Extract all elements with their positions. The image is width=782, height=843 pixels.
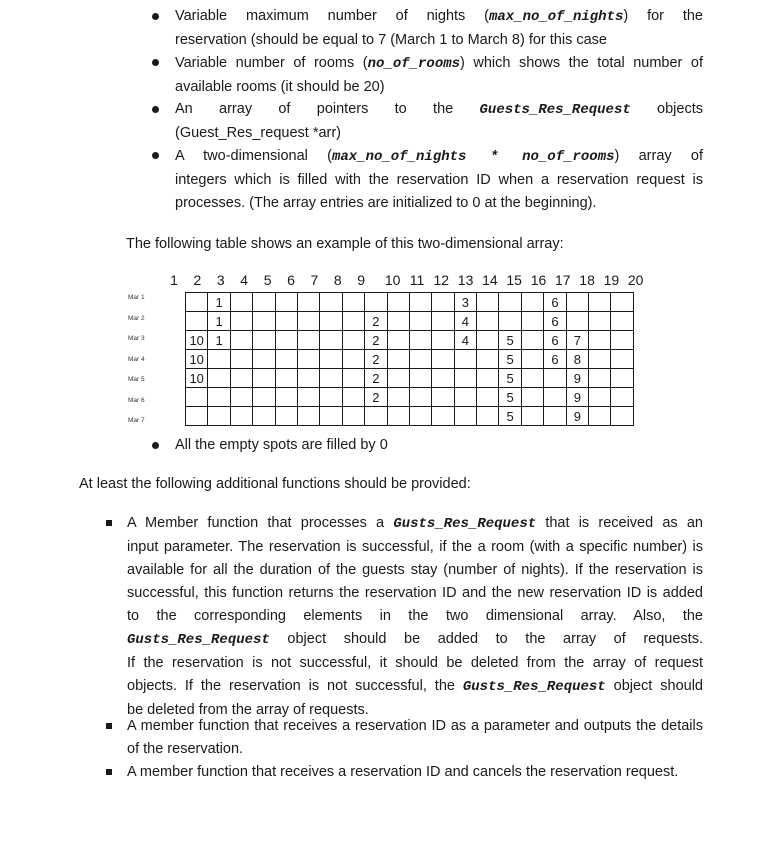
empty-note: All the empty spots are filled by 0 bbox=[175, 437, 388, 453]
table-cell bbox=[387, 388, 409, 407]
text-line: A member function that receives a reservation ID as a parameter and outputs the details bbox=[127, 718, 703, 734]
table-cell bbox=[521, 293, 543, 312]
bullet-square bbox=[106, 723, 112, 729]
table-cell bbox=[387, 369, 409, 388]
table-cell: 2 bbox=[365, 350, 387, 369]
table-row bbox=[186, 293, 634, 312]
top-bullet-0 bbox=[175, 5, 703, 52]
table-cell bbox=[611, 369, 633, 388]
table-cell bbox=[409, 312, 431, 331]
table-cell: 6 bbox=[544, 312, 566, 331]
table-cell bbox=[521, 350, 543, 369]
table-cell bbox=[611, 312, 633, 331]
table-cell: 10 bbox=[186, 369, 208, 388]
table-cell bbox=[208, 388, 230, 407]
table-cell bbox=[544, 407, 566, 426]
table-cell: 9 bbox=[566, 369, 588, 388]
bullet-dot bbox=[152, 13, 159, 20]
code-identifier: Guests_Res_Request bbox=[479, 102, 631, 118]
table-cell bbox=[454, 369, 476, 388]
table-row bbox=[186, 388, 634, 407]
table-cell bbox=[611, 293, 633, 312]
table-cell bbox=[521, 312, 543, 331]
table-cell: 1 bbox=[208, 312, 230, 331]
bullet-dot bbox=[152, 442, 159, 449]
text-line: integers which is filled with the reservation ID when a reservation request is bbox=[175, 172, 703, 188]
table-cell bbox=[365, 407, 387, 426]
table-cell bbox=[208, 407, 230, 426]
text-line: Variable maximum number of nights (max_no_of_nights) for the bbox=[175, 8, 703, 25]
column-header: 10 bbox=[384, 272, 401, 288]
text-line: A two-dimensional (max_no_of_nights * no_of_rooms) array of bbox=[175, 148, 703, 165]
text-line: objects. If the reservation is not successful, the Gusts_Res_Request object should bbox=[127, 678, 703, 695]
code-identifier: max_no_of_nights bbox=[488, 9, 624, 25]
table-cell bbox=[589, 293, 611, 312]
table-cell: 9 bbox=[566, 388, 588, 407]
table-cell: 2 bbox=[365, 388, 387, 407]
table-cell bbox=[409, 388, 431, 407]
table-cell bbox=[320, 388, 342, 407]
text-line: be deleted from the array of requests. bbox=[127, 702, 369, 718]
table-cell bbox=[611, 350, 633, 369]
table-cell bbox=[611, 331, 633, 350]
table-cell bbox=[454, 388, 476, 407]
table-cell bbox=[499, 293, 521, 312]
column-header: 16 bbox=[530, 272, 547, 288]
table-cell bbox=[611, 388, 633, 407]
table-cell bbox=[589, 369, 611, 388]
table-cell bbox=[477, 369, 499, 388]
table-cell bbox=[342, 312, 364, 331]
table-cell: 4 bbox=[454, 331, 476, 350]
table-cell bbox=[208, 369, 230, 388]
column-header: 15 bbox=[506, 272, 522, 288]
column-header: 4 bbox=[240, 272, 249, 288]
row-label: Mar 7 bbox=[128, 417, 145, 424]
table-cell: 5 bbox=[499, 350, 521, 369]
top-bullet-3 bbox=[175, 145, 703, 215]
table-cell: 7 bbox=[566, 331, 588, 350]
table-cell bbox=[521, 407, 543, 426]
bullet-square bbox=[106, 520, 112, 526]
table-cell: 6 bbox=[544, 331, 566, 350]
table-cell bbox=[432, 369, 454, 388]
table-cell bbox=[253, 388, 275, 407]
table-cell bbox=[342, 369, 364, 388]
text-line: A member function that receives a reservation ID and cancels the reservation request. bbox=[127, 764, 679, 780]
table-cell bbox=[387, 407, 409, 426]
table-cell bbox=[432, 350, 454, 369]
column-header: 13 bbox=[457, 272, 474, 288]
table-cell bbox=[275, 312, 297, 331]
table-cell bbox=[342, 293, 364, 312]
table-cell bbox=[477, 407, 499, 426]
column-header: 9 bbox=[357, 272, 366, 288]
table-cell: 9 bbox=[566, 407, 588, 426]
table-cell bbox=[521, 369, 543, 388]
table-cell bbox=[342, 388, 364, 407]
table-cell bbox=[477, 293, 499, 312]
column-header: 7 bbox=[310, 272, 319, 288]
function-bullet-0 bbox=[127, 512, 703, 722]
table-cell bbox=[253, 293, 275, 312]
table-cell bbox=[409, 350, 431, 369]
table-cell bbox=[387, 350, 409, 369]
table-cell bbox=[365, 293, 387, 312]
code-identifier: Gusts_Res_Request bbox=[462, 679, 606, 695]
table-cell bbox=[320, 312, 342, 331]
table-cell bbox=[342, 407, 364, 426]
table-cell bbox=[589, 350, 611, 369]
table-cell bbox=[275, 369, 297, 388]
table-cell bbox=[230, 388, 252, 407]
column-header: 19 bbox=[603, 272, 620, 288]
table-cell bbox=[186, 407, 208, 426]
table-cell bbox=[521, 388, 543, 407]
table-cell bbox=[297, 407, 319, 426]
table-cell bbox=[297, 369, 319, 388]
table-cell bbox=[566, 312, 588, 331]
table-cell: 6 bbox=[544, 293, 566, 312]
table-cell bbox=[275, 388, 297, 407]
code-identifier: Gusts_Res_Request bbox=[127, 632, 270, 648]
table-row bbox=[186, 312, 634, 331]
table-cell: 5 bbox=[499, 407, 521, 426]
table-cell bbox=[230, 407, 252, 426]
table-cell: 1 bbox=[208, 331, 230, 350]
column-header: 17 bbox=[555, 272, 571, 288]
table-cell bbox=[253, 369, 275, 388]
bullet-dot bbox=[152, 152, 159, 159]
table-cell bbox=[230, 369, 252, 388]
table-intro: The following table shows an example of this two-dimensional array: bbox=[126, 236, 564, 252]
bullet-dot bbox=[152, 59, 159, 66]
text-line: to the corresponding elements in the two dimensional array. Also, the bbox=[127, 608, 703, 624]
table-row bbox=[186, 331, 634, 350]
table-cell bbox=[566, 293, 588, 312]
table-cell bbox=[253, 407, 275, 426]
table-cell bbox=[589, 331, 611, 350]
table-cell bbox=[409, 331, 431, 350]
table-cell bbox=[275, 331, 297, 350]
table-cell bbox=[589, 407, 611, 426]
table-cell bbox=[611, 407, 633, 426]
table-cell bbox=[432, 407, 454, 426]
table-cell: 8 bbox=[566, 350, 588, 369]
table-cell: 5 bbox=[499, 369, 521, 388]
table-cell bbox=[186, 388, 208, 407]
column-header: 6 bbox=[287, 272, 295, 288]
table-cell bbox=[297, 388, 319, 407]
bullet-dot bbox=[152, 106, 159, 113]
text-line: successful, this function returns the reservation ID and the new reservation ID is added bbox=[127, 585, 703, 601]
text-line: input parameter. The reservation is successful, if the a room (with a specific number) is bbox=[127, 539, 703, 555]
table-cell bbox=[589, 388, 611, 407]
table-cell bbox=[253, 331, 275, 350]
table-cell: 10 bbox=[186, 350, 208, 369]
text-line: A Member function that processes a Gusts_Res_Request that is received as an bbox=[127, 515, 703, 532]
code-identifier: max_no_of_nights * no_of_rooms bbox=[332, 149, 615, 165]
table-cell bbox=[320, 369, 342, 388]
table-cell: 2 bbox=[365, 331, 387, 350]
table-cell bbox=[230, 312, 252, 331]
column-header: 8 bbox=[333, 272, 342, 288]
function-bullet-1 bbox=[127, 715, 703, 761]
table-cell bbox=[342, 331, 364, 350]
table-cell bbox=[432, 312, 454, 331]
table-cell bbox=[230, 350, 252, 369]
top-bullet-2 bbox=[175, 98, 703, 145]
table-cell bbox=[521, 331, 543, 350]
row-label: Mar 2 bbox=[128, 314, 145, 322]
table-cell: 5 bbox=[499, 388, 521, 407]
code-identifier: Gusts_Res_Request bbox=[393, 516, 537, 532]
table-cell bbox=[409, 293, 431, 312]
column-header: 20 bbox=[627, 272, 644, 288]
table-cell bbox=[275, 350, 297, 369]
column-header: 5 bbox=[263, 272, 272, 288]
table-cell bbox=[454, 350, 476, 369]
table-cell bbox=[387, 293, 409, 312]
text-line: available rooms (it should be 20) bbox=[175, 79, 385, 95]
table-cell bbox=[320, 407, 342, 426]
table-cell bbox=[297, 293, 319, 312]
table-cell: 2 bbox=[365, 312, 387, 331]
table-cell bbox=[387, 331, 409, 350]
table-cell: 4 bbox=[454, 312, 476, 331]
table-cell bbox=[409, 407, 431, 426]
table-cell bbox=[320, 350, 342, 369]
text-line: processes. (The array entries are initialized to 0 at the beginning). bbox=[175, 195, 597, 211]
column-header: 11 bbox=[409, 272, 425, 288]
table-cell bbox=[589, 312, 611, 331]
text-line: of the reservation. bbox=[127, 741, 244, 757]
table-cell: 2 bbox=[365, 369, 387, 388]
table-cell bbox=[297, 350, 319, 369]
text-line: reservation (should be equal to 7 (March 1 to March 8) for this case bbox=[175, 32, 607, 48]
reservation-array-table bbox=[185, 292, 634, 426]
table-cell bbox=[432, 293, 454, 312]
table-cell bbox=[230, 331, 252, 350]
table-cell: 6 bbox=[544, 350, 566, 369]
table-cell bbox=[387, 312, 409, 331]
table-cell bbox=[342, 350, 364, 369]
table-cell bbox=[186, 293, 208, 312]
table-cell: 1 bbox=[208, 293, 230, 312]
table-cell bbox=[477, 388, 499, 407]
table-row bbox=[186, 407, 634, 426]
table-row bbox=[186, 369, 634, 388]
table-cell bbox=[230, 293, 252, 312]
top-bullet-1 bbox=[175, 52, 703, 99]
column-header: 1 bbox=[170, 272, 178, 288]
column-header: 18 bbox=[579, 272, 595, 288]
text-line: (Guest_Res_request *arr) bbox=[175, 125, 342, 141]
table-cell bbox=[432, 388, 454, 407]
table-cell: 3 bbox=[454, 293, 476, 312]
table-cell bbox=[320, 331, 342, 350]
table-cell bbox=[409, 369, 431, 388]
table-cell bbox=[477, 331, 499, 350]
functions-intro: At least the following additional functions should be provided: bbox=[79, 476, 471, 492]
table-cell bbox=[320, 293, 342, 312]
row-label: Mar 6 bbox=[128, 396, 145, 404]
text-line: An array of pointers to the Guests_Res_Request objects bbox=[175, 101, 703, 118]
table-cell bbox=[544, 369, 566, 388]
bullet-square bbox=[106, 769, 112, 775]
table-cell bbox=[275, 407, 297, 426]
table-cell: 5 bbox=[499, 331, 521, 350]
table-cell bbox=[454, 407, 476, 426]
column-header: 3 bbox=[216, 272, 225, 288]
column-header: 14 bbox=[482, 272, 498, 288]
table-cell bbox=[253, 350, 275, 369]
text-line: Variable number of rooms (no_of_rooms) which shows the total number of bbox=[175, 55, 704, 72]
text-line: If the reservation is not successful, it should be deleted from the array of request bbox=[127, 655, 703, 671]
table-cell bbox=[253, 312, 275, 331]
row-label: Mar 5 bbox=[128, 376, 145, 383]
table-cell bbox=[432, 331, 454, 350]
table-cell bbox=[477, 350, 499, 369]
row-label: Mar 4 bbox=[128, 355, 145, 363]
table-cell bbox=[275, 293, 297, 312]
text-line: Gusts_Res_Request object should be added to the array of requests. bbox=[127, 631, 703, 648]
table-cell bbox=[297, 312, 319, 331]
code-identifier: no_of_rooms bbox=[367, 56, 461, 72]
row-label: Mar 1 bbox=[128, 294, 145, 301]
table-cell: 10 bbox=[186, 331, 208, 350]
column-header: 12 bbox=[433, 272, 450, 288]
table-cell bbox=[477, 312, 499, 331]
row-label: Mar 3 bbox=[128, 335, 145, 342]
function-bullet-2 bbox=[127, 761, 703, 784]
text-line: available for all the duration of the guests stay (number of nights). If the reservation is bbox=[127, 562, 703, 578]
table-cell bbox=[186, 312, 208, 331]
table-cell bbox=[297, 331, 319, 350]
column-header: 2 bbox=[193, 272, 202, 288]
table-cell bbox=[208, 350, 230, 369]
table-cell bbox=[499, 312, 521, 331]
table-cell bbox=[544, 388, 566, 407]
table-row bbox=[186, 350, 634, 369]
